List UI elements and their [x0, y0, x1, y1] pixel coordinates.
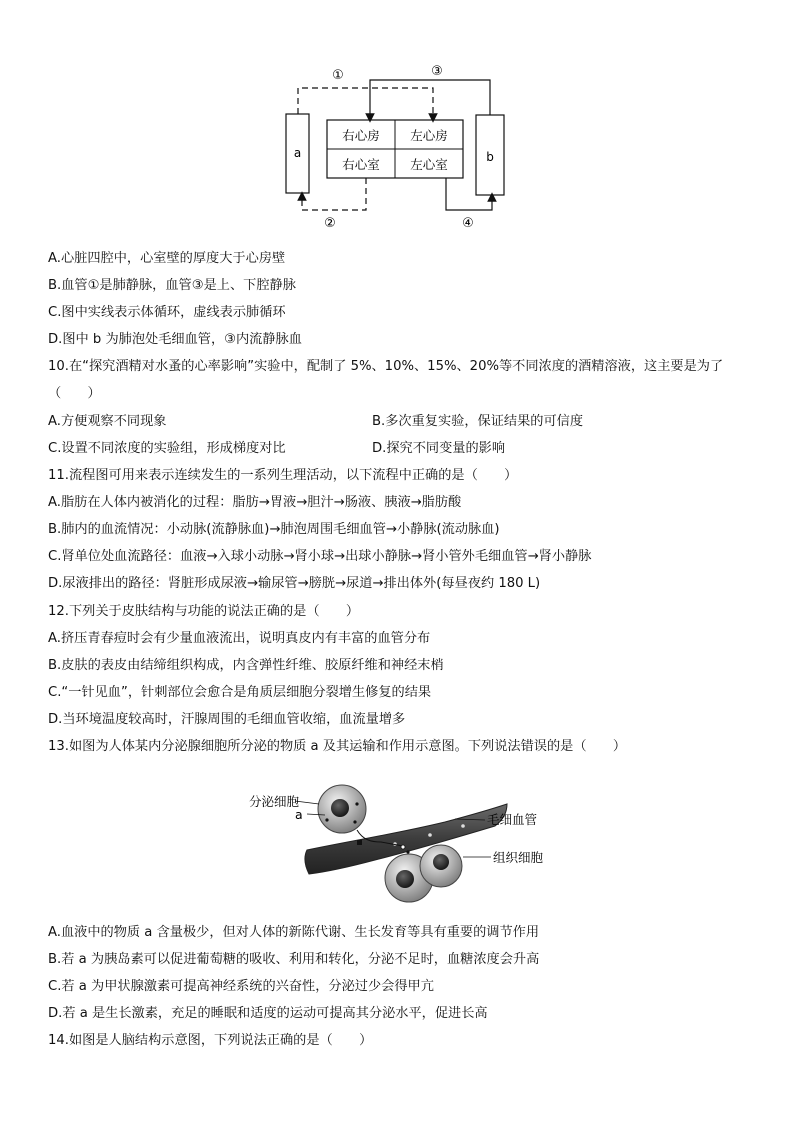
q10-option-c: C.设置不同浓度的实验组，形成梯度对比 — [48, 441, 286, 456]
q13-stem: 13.如图为人体某内分泌腺细胞所分泌的物质 a 及其运输和作用示意图。下列说法错误的是（ ） — [48, 739, 627, 754]
q9-option-c: C.图中实线表示体循环，虚线表示肺循环 — [48, 305, 286, 320]
vessel-a-label: a — [293, 146, 302, 160]
q11-stem: 11.流程图可用来表示连续发生的一系列生理活动，以下流程中正确的是（ ） — [48, 468, 518, 483]
q12-option-c: C.“一针见血”，针刺部位会愈合是角质层细胞分裂增生修复的结果 — [48, 685, 432, 700]
left-ventricle-label: 左心室 — [410, 157, 448, 172]
q13-option-c: C.若 a 为甲状腺激素可提高神经系统的兴奋性，分泌过少会得甲亢 — [48, 979, 434, 994]
q11-option-c: C.肾单位处血流路径：血液→入球小动脉→肾小球→出球小静脉→肾小管外毛细血管→肾小静脉 — [48, 549, 592, 564]
q12-option-d: D.当环境温度较高时，汗腺周围的毛细血管收缩，血流量增多 — [48, 712, 406, 727]
secretory-cell-label: 分泌细胞 — [249, 794, 300, 809]
q11-option-a: A.脂肪在人体内被消化的过程：脂肪→胃液→胆汁→肠液、胰液→脂肪酸 — [48, 495, 462, 510]
q10-stem-bracket: （ ） — [48, 386, 101, 401]
q13-option-b: B.若 a 为胰岛素可以促进葡萄糖的吸收、利用和转化，分泌不足时，血糖浓度会升高 — [48, 952, 540, 967]
label-1: ① — [332, 68, 344, 83]
q9-option-b: B.血管①是肺静脉，血管③是上、下腔静脉 — [48, 278, 296, 293]
q12-stem: 12.下列关于皮肤结构与功能的说法正确的是（ ） — [48, 604, 360, 619]
vessel-b-label: b — [486, 150, 494, 164]
left-atrium-label: 左心房 — [410, 128, 448, 143]
vessel-3-path — [370, 80, 490, 118]
circulation-diagram — [270, 60, 530, 235]
q12-option-a: A.挤压青春痘时会有少量血液流出，说明真皮内有丰富的血管分布 — [48, 631, 431, 646]
substance-a-label: a — [295, 807, 303, 822]
q13-option-d: D.若 a 是生长激素，充足的睡眠和适度的运动可提高其分泌水平，促进长高 — [48, 1006, 488, 1021]
q11-option-b: B.肺内的血流情况：小动脉(流静脉血)→肺泡周围毛细血管→小静脉(流动脉血) — [48, 522, 500, 537]
secretory-cell-nucleus — [331, 799, 349, 817]
label-4: ④ — [462, 216, 474, 231]
vessel-2-path — [302, 178, 366, 210]
q10-stem: 10.在“探究酒精对水蚤的心率影响”实验中，配制了 5%、10%、15%、20%等不同浓度的酒精溶液，这主要是为了 — [48, 359, 724, 374]
capillary-label: 毛细血管 — [487, 812, 538, 827]
q9-option-a: A.心脏四腔中，心室壁的厚度大于心房壁 — [48, 251, 286, 266]
vessel-1-path — [298, 88, 433, 118]
q13-option-a: A.血液中的物质 a 含量极少，但对人体的新陈代谢、生长发育等具有重要的调节作用 — [48, 925, 540, 940]
endocrine-diagram — [245, 782, 565, 912]
right-ventricle-label: 右心室 — [342, 157, 380, 172]
q9-option-d: D.图中 b 为肺泡处毛细血管，③内流静脉血 — [48, 332, 302, 347]
label-2: ② — [324, 216, 336, 231]
q14-stem: 14.如图是人脑结构示意图，下列说法正确的是（ ） — [48, 1033, 373, 1048]
q10-option-b: B.多次重复实验，保证结果的可信度 — [372, 414, 584, 429]
q10-option-a: A.方便观察不同现象 — [48, 414, 167, 429]
tissue-cell-label: 组织细胞 — [493, 850, 544, 865]
right-atrium-label: 右心房 — [342, 128, 380, 143]
q10-option-d: D.探究不同变量的影响 — [372, 441, 506, 456]
label-3: ③ — [431, 64, 443, 79]
q12-option-b: B.皮肤的表皮由结缔组织构成，内含弹性纤维、胶原纤维和神经末梢 — [48, 658, 444, 673]
q11-option-d: D.尿液排出的路径：肾脏形成尿液→输尿管→膀胱→尿道→排出体外(每昼夜约 180 L) — [48, 576, 541, 591]
